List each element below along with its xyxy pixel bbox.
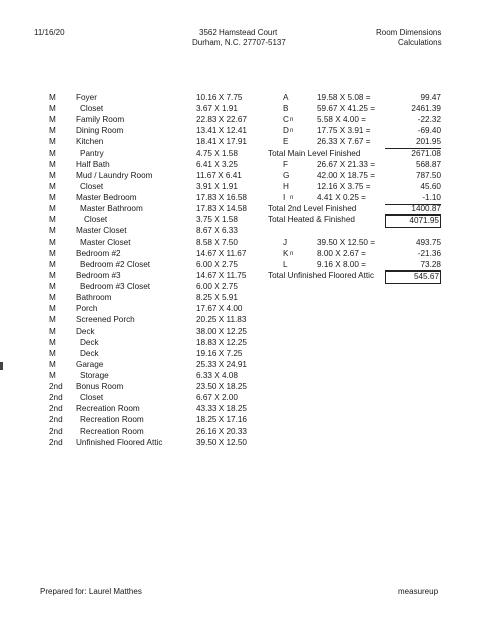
room-dimensions: 4.75 X 1.58 — [196, 148, 238, 158]
area-key: H — [283, 181, 289, 191]
area-key: I — [283, 193, 286, 203]
room-dimensions: 8.67 X 6.33 — [196, 226, 238, 236]
area-value: 201.95 — [385, 136, 441, 149]
room-dimensions: 13.41 X 12.41 — [196, 126, 247, 136]
room-name: Bonus Room — [76, 382, 124, 392]
area-formula: 9.16 X 8.00 = — [317, 259, 366, 269]
room-dimensions: 19.16 X 7.25 — [196, 348, 243, 358]
area-key: A — [283, 93, 289, 102]
room-name: Recreation Room — [80, 426, 144, 436]
room-name: Half Bath — [76, 159, 110, 169]
total-area: 545.67 — [385, 270, 441, 284]
room-dimensions: 17.83 X 14.58 — [196, 204, 247, 214]
room-name: Deck — [80, 337, 99, 347]
room-level: M — [49, 326, 56, 336]
room-name: Garage — [76, 359, 104, 369]
room-row — [0, 437, 480, 449]
room-level: 2nd — [49, 437, 63, 447]
room-dimensions: 39.50 X 12.50 — [196, 437, 247, 447]
area-value: -69.40 — [417, 126, 441, 136]
area-value: 568.87 — [415, 159, 441, 169]
room-level: 2nd — [49, 382, 63, 392]
room-level: M — [49, 148, 56, 158]
room-dimensions: 8.58 X 7.50 — [196, 237, 238, 247]
report-title: Room Dimensions — [376, 28, 442, 37]
area-key: F — [283, 159, 289, 169]
room-level: M — [49, 226, 56, 236]
room-dimensions: 6.67 X 2.00 — [196, 393, 238, 403]
total-label: Total Heated & Finished — [268, 215, 355, 225]
area-formula: 42.00 X 18.75 = — [317, 170, 376, 180]
negative-marker: n — [290, 250, 294, 257]
room-level: M — [49, 181, 56, 191]
room-name: Foyer — [76, 93, 97, 102]
area-formula: 39.50 X 12.50 = — [317, 237, 376, 247]
area-key: C — [283, 115, 289, 125]
room-name: Unfinished Floored Attic — [76, 437, 163, 447]
report-date: 11/16/20 — [34, 28, 65, 37]
total-label: Total 2nd Level Finished — [268, 204, 357, 214]
area-key: B — [283, 104, 289, 114]
room-dimensions: 22.83 X 22.67 — [196, 115, 247, 125]
area-formula: 26.67 X 21.33 = — [317, 159, 376, 169]
address-line-1: 3562 Hamstead Court — [199, 28, 278, 37]
room-level: M — [49, 359, 56, 369]
area-formula: 5.58 X 4.00 = — [317, 115, 366, 125]
negative-marker: n — [290, 128, 294, 135]
room-level: M — [49, 293, 56, 303]
room-level: M — [49, 315, 56, 325]
room-level: M — [49, 337, 56, 347]
room-name: Master Bedroom — [76, 193, 137, 203]
room-dimensions: 8.25 X 5.91 — [196, 293, 238, 303]
room-dimensions: 26.16 X 20.33 — [196, 426, 247, 436]
area-formula: 19.58 X 5.08 = — [317, 93, 371, 102]
area-value: 73.28 — [385, 259, 441, 272]
room-dimensions: 6.00 X 2.75 — [196, 282, 238, 292]
room-name: Bathroom — [76, 293, 112, 303]
calc-total-row — [0, 270, 480, 282]
room-dimensions: 43.33 X 18.25 — [196, 404, 247, 414]
room-dimensions: 6.33 X 4.08 — [196, 371, 238, 380]
room-name: Closet — [80, 181, 104, 191]
room-name: Family Room — [76, 115, 125, 125]
area-key: L — [283, 259, 288, 269]
room-level: 2nd — [49, 393, 63, 403]
area-formula: 59.67 X 41.25 = — [317, 104, 376, 114]
total-area: 1400.87 — [385, 203, 441, 216]
total-area: 4071.95 — [385, 214, 441, 228]
room-dimensions: 6.41 X 3.25 — [196, 159, 238, 169]
total-label: Total Unfinished Floored Attic — [268, 270, 375, 280]
area-value: 99.47 — [420, 93, 441, 102]
room-level: M — [49, 304, 56, 314]
area-formula: 4.41 X 0.25 = — [317, 193, 366, 203]
negative-marker: n — [290, 117, 294, 124]
area-value: -22.32 — [417, 115, 441, 125]
brand-name: measureup — [398, 587, 439, 596]
room-name: Storage — [80, 371, 109, 380]
room-dimensions: 17.83 X 16.58 — [196, 193, 247, 203]
room-name: Bedroom #3 Closet — [80, 282, 151, 292]
room-dimensions: 23.50 X 18.25 — [196, 382, 247, 392]
negative-marker: n — [290, 195, 294, 202]
room-name: Mud / Laundry Room — [76, 170, 153, 180]
room-dimensions: 20.25 X 11.83 — [196, 315, 247, 325]
room-name: Pantry — [80, 148, 104, 158]
area-formula: 17.75 X 3.91 = — [317, 126, 371, 136]
room-name: Deck — [80, 348, 99, 358]
room-dimensions: 17.67 X 4.00 — [196, 304, 243, 314]
room-level: 2nd — [49, 404, 63, 414]
room-dimensions: 14.67 X 11.67 — [196, 248, 247, 258]
room-name: Master Closet — [76, 226, 127, 236]
room-dimensions: 11.67 X 6.41 — [196, 170, 242, 180]
room-name: Bedroom #2 — [76, 248, 121, 258]
room-level: M — [49, 115, 56, 125]
room-name: Deck — [76, 326, 95, 336]
room-level: M — [49, 137, 56, 147]
room-name: Master Closet — [80, 237, 131, 247]
room-name: Closet — [84, 215, 108, 225]
room-name: Porch — [76, 304, 98, 314]
room-name: Recreation Room — [80, 415, 144, 425]
room-dimensions: 3.67 X 1.91 — [196, 104, 238, 114]
room-name: Master Bathroom — [80, 204, 143, 214]
room-dimensions: 18.83 X 12.25 — [196, 337, 247, 347]
room-level: M — [49, 237, 56, 247]
room-level: M — [49, 193, 56, 203]
room-name: Bedroom #2 Closet — [80, 259, 151, 269]
report-subtitle: Calculations — [398, 38, 442, 47]
total-area: 2671.08 — [411, 148, 441, 158]
room-level: M — [49, 126, 56, 136]
total-label: Total Main Level Finished — [268, 148, 361, 158]
room-level: M — [49, 215, 56, 225]
area-value: 2461.39 — [411, 104, 441, 114]
area-value: -21.36 — [417, 248, 441, 258]
room-level: M — [49, 204, 56, 214]
area-key: G — [283, 170, 290, 180]
area-key: E — [283, 137, 289, 147]
area-key: K — [283, 248, 289, 258]
room-name: Closet — [80, 104, 104, 114]
room-level: M — [49, 348, 56, 358]
room-dimensions: 38.00 X 12.25 — [196, 326, 247, 336]
area-key: J — [283, 237, 288, 247]
room-level: M — [49, 104, 56, 114]
room-dimensions: 25.33 X 24.91 — [196, 359, 247, 369]
area-formula: 8.00 X 2.67 = — [317, 248, 366, 258]
address-line-2: Durham, N.C. 27707-5137 — [192, 38, 286, 47]
area-value: 787.50 — [415, 170, 441, 180]
room-level: M — [49, 248, 56, 258]
room-dimensions: 18.25 X 17.16 — [196, 415, 247, 425]
room-level: 2nd — [49, 415, 63, 425]
room-name: Bedroom #3 — [76, 270, 121, 280]
room-level: 2nd — [49, 426, 63, 436]
room-dimensions: 10.16 X 7.75 — [196, 93, 243, 102]
prepared-for: Prepared for: Laurel Matthes — [40, 587, 142, 596]
room-name: Closet — [80, 393, 104, 403]
room-name: Screened Porch — [76, 315, 135, 325]
area-formula: 26.33 X 7.67 = — [317, 137, 371, 147]
room-dimensions: 14.67 X 11.75 — [196, 270, 247, 280]
room-name: Kitchen — [76, 137, 104, 147]
room-level: M — [49, 371, 56, 380]
area-formula: 12.16 X 3.75 = — [317, 181, 371, 191]
room-dimensions: 18.41 X 17.91 — [196, 137, 247, 147]
area-value: -1.10 — [385, 192, 441, 205]
room-name: Recreation Room — [76, 404, 140, 414]
area-value: 45.60 — [420, 181, 441, 191]
room-dimensions: 3.91 X 1.91 — [196, 181, 238, 191]
room-level: M — [49, 159, 56, 169]
room-level: M — [49, 170, 56, 180]
room-dimensions: 6.00 X 2.75 — [196, 259, 238, 269]
room-level: M — [49, 93, 56, 102]
area-value: 493.75 — [415, 237, 441, 247]
room-name: Dining Room — [76, 126, 124, 136]
area-key: D — [283, 126, 289, 136]
room-level: M — [49, 259, 56, 269]
room-level: M — [49, 282, 56, 292]
room-level: M — [49, 270, 56, 280]
room-dimensions: 3.75 X 1.58 — [196, 215, 238, 225]
